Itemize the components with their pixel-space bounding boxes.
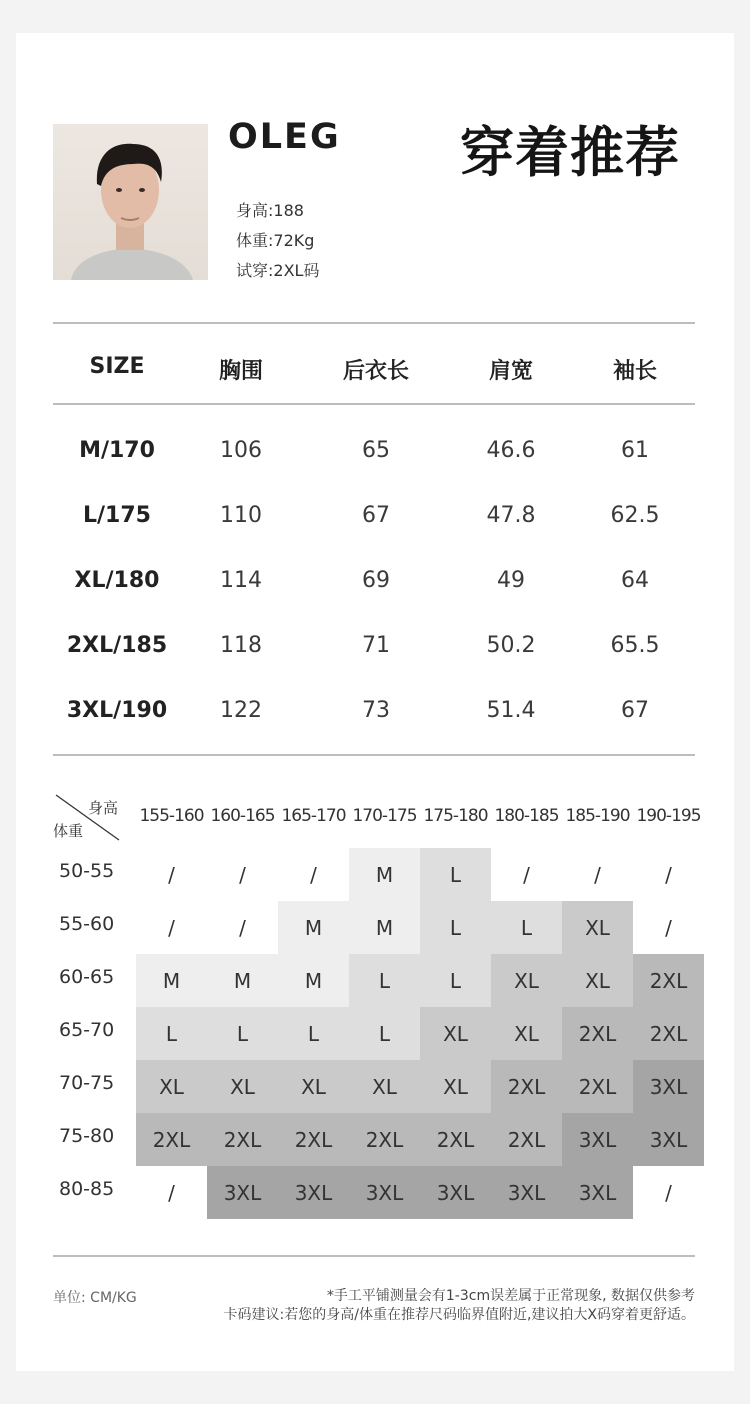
size-value: 61 xyxy=(621,438,649,463)
size-value: 73 xyxy=(362,698,390,723)
size-recommendation-cell: 2XL xyxy=(562,1060,633,1113)
size-recommendation-cell: XL xyxy=(349,1060,420,1113)
size-recommendation-cell: 3XL xyxy=(562,1113,633,1166)
size-recommendation-cell: 2XL xyxy=(491,1060,562,1113)
height-range-header: 170-175 xyxy=(352,806,417,826)
size-value: 51.4 xyxy=(486,698,536,723)
size-recommendation-cell: L xyxy=(420,901,491,954)
size-recommendation-cell: 2XL xyxy=(207,1113,278,1166)
weight-range-label: 65-70 xyxy=(59,1019,115,1041)
height-range-header: 185-190 xyxy=(565,806,630,826)
size-value: 122 xyxy=(220,698,262,723)
size-value: 69 xyxy=(362,568,390,593)
size-row-label: 3XL/190 xyxy=(66,698,168,723)
divider xyxy=(53,1255,695,1257)
size-recommendation-cell: / xyxy=(665,862,672,887)
page-title: 穿着推荐 xyxy=(460,121,680,184)
size-recommendation-cell: L xyxy=(491,901,562,954)
unit-note: 单位: CM/KG xyxy=(53,1290,137,1306)
size-recommendation-cell: / xyxy=(665,915,672,940)
size-recommendation-cell: XL xyxy=(136,1060,207,1113)
size-row-label: L/175 xyxy=(83,503,151,528)
size-recommendation-cell: / xyxy=(168,1180,175,1205)
size-value: 65.5 xyxy=(610,633,660,658)
size-value: 47.8 xyxy=(486,503,536,528)
size-value: 49 xyxy=(497,568,525,593)
size-recommendation-cell: M xyxy=(349,901,420,954)
size-recommendation-cell: 2XL xyxy=(278,1113,349,1166)
size-recommendation-cell: / xyxy=(594,862,601,887)
size-advice-note: 卡码建议:若您的身高/体重在推荐尺码临界值附近,建议拍大X码穿着更舒适。 xyxy=(223,1307,695,1323)
size-recommendation-cell: XL xyxy=(278,1060,349,1113)
height-range-header: 160-165 xyxy=(210,806,275,826)
weight-range-label: 70-75 xyxy=(59,1072,115,1094)
size-recommendation-cell: 3XL xyxy=(420,1166,491,1219)
size-row-label: XL/180 xyxy=(74,568,160,593)
size-recommendation-cell: L xyxy=(278,1007,349,1060)
weight-range-label: 50-55 xyxy=(59,860,115,882)
height-range-header: 175-180 xyxy=(423,806,488,826)
size-recommendation-cell: M xyxy=(278,954,349,1007)
divider xyxy=(53,403,695,405)
model-weight xyxy=(236,228,314,251)
height-range-header: 180-185 xyxy=(494,806,559,826)
size-recommendation-cell: 3XL xyxy=(278,1166,349,1219)
weight-range-label: 80-85 xyxy=(59,1178,115,1200)
size-row-label: 2XL/185 xyxy=(66,633,168,658)
weight-range-label: 75-80 xyxy=(59,1125,115,1147)
person-icon xyxy=(53,124,208,280)
corner-weight-label: 体重 xyxy=(53,822,84,840)
size-recommendation-cell: 2XL xyxy=(562,1007,633,1060)
size-value: 110 xyxy=(220,503,262,528)
model-photo xyxy=(53,124,208,280)
height-range-header: 155-160 xyxy=(139,806,204,826)
size-value: 46.6 xyxy=(486,438,536,463)
size-recommendation-cell: XL xyxy=(562,901,633,954)
size-recommendation-cell: M xyxy=(349,848,420,901)
size-value: 50.2 xyxy=(486,633,536,658)
size-recommendation-cell: XL xyxy=(562,954,633,1007)
size-recommendation-cell: XL xyxy=(491,954,562,1007)
size-recommendation-cell: L xyxy=(136,1007,207,1060)
size-recommendation-cell: XL xyxy=(420,1060,491,1113)
sleeve-header: 袖长 xyxy=(612,359,658,384)
size-recommendation-cell: 3XL xyxy=(349,1166,420,1219)
size-value: 62.5 xyxy=(610,503,660,528)
size-recommendation-cell: 2XL xyxy=(633,1007,704,1060)
size-recommendation-cell: / xyxy=(665,1180,672,1205)
weight-range-label: 55-60 xyxy=(59,913,115,935)
size-recommendation-cell: / xyxy=(239,915,246,940)
size-recommendation-cell: L xyxy=(349,954,420,1007)
size-recommendation-cell: 2XL xyxy=(420,1113,491,1166)
size-recommendation-cell: L xyxy=(349,1007,420,1060)
stat-label: 试穿: xyxy=(236,261,274,280)
size-recommendation-cell: 2XL xyxy=(349,1113,420,1166)
size-recommendation-cell: / xyxy=(239,862,246,887)
model-name: OLEG xyxy=(228,117,341,157)
size-recommendation-cell: / xyxy=(310,862,317,887)
chest-header: 胸围 xyxy=(218,359,264,384)
stat-value: 2XL码 xyxy=(273,261,320,280)
size-recommendation-cell: L xyxy=(420,848,491,901)
height-range-header: 190-195 xyxy=(636,806,701,826)
size-value: 114 xyxy=(220,568,262,593)
shoulder-header: 肩宽 xyxy=(488,359,534,384)
size-recommendation-cell: / xyxy=(168,915,175,940)
weight-range-label: 60-65 xyxy=(59,966,115,988)
size-recommendation-cell: 2XL xyxy=(491,1113,562,1166)
size-value: 118 xyxy=(220,633,262,658)
size-value: 64 xyxy=(621,568,649,593)
size-recommendation-cell: XL xyxy=(491,1007,562,1060)
divider xyxy=(53,754,695,756)
size-value: 67 xyxy=(621,698,649,723)
model-height xyxy=(236,198,304,221)
size-recommendation-cell: 3XL xyxy=(633,1113,704,1166)
size-recommendation-cell: 2XL xyxy=(136,1113,207,1166)
size-row-label: M/170 xyxy=(79,438,155,463)
size-recommendation-cell: XL xyxy=(420,1007,491,1060)
size-recommendation-cell: 3XL xyxy=(562,1166,633,1219)
size-recommendation-cell: M xyxy=(207,954,278,1007)
size-value: 67 xyxy=(362,503,390,528)
size-value: 65 xyxy=(362,438,390,463)
size-recommendation-cell: M xyxy=(278,901,349,954)
size-value: 106 xyxy=(220,438,262,463)
size-recommendation-cell: 3XL xyxy=(491,1166,562,1219)
size-recommendation-cell: M xyxy=(136,954,207,1007)
measurement-note: *手工平铺测量会有1-3cm误差属于正常现象, 数据仅供参考 xyxy=(326,1288,695,1304)
size-recommendation-cell: 3XL xyxy=(207,1166,278,1219)
stat-value: 72Kg xyxy=(273,231,315,250)
size-value: 71 xyxy=(362,633,390,658)
size-recommendation-cell: XL xyxy=(207,1060,278,1113)
size-recommendation-cell: / xyxy=(168,862,175,887)
stat-label: 身高: xyxy=(236,201,274,220)
stat-label: 体重: xyxy=(236,231,274,250)
size-recommendation-cell: 2XL xyxy=(633,954,704,1007)
size-recommendation-cell: / xyxy=(523,862,530,887)
size-recommendation-cell: L xyxy=(207,1007,278,1060)
height-range-header: 165-170 xyxy=(281,806,346,826)
stat-value: 188 xyxy=(273,201,304,220)
corner-height-label: 身高 xyxy=(88,799,119,817)
size-recommendation-cell: 3XL xyxy=(633,1060,704,1113)
size-recommendation-cell: L xyxy=(420,954,491,1007)
divider xyxy=(53,322,695,324)
size-header: SIZE xyxy=(89,354,145,379)
model-tried-size xyxy=(236,258,319,281)
back-length-header: 后衣长 xyxy=(342,359,410,384)
